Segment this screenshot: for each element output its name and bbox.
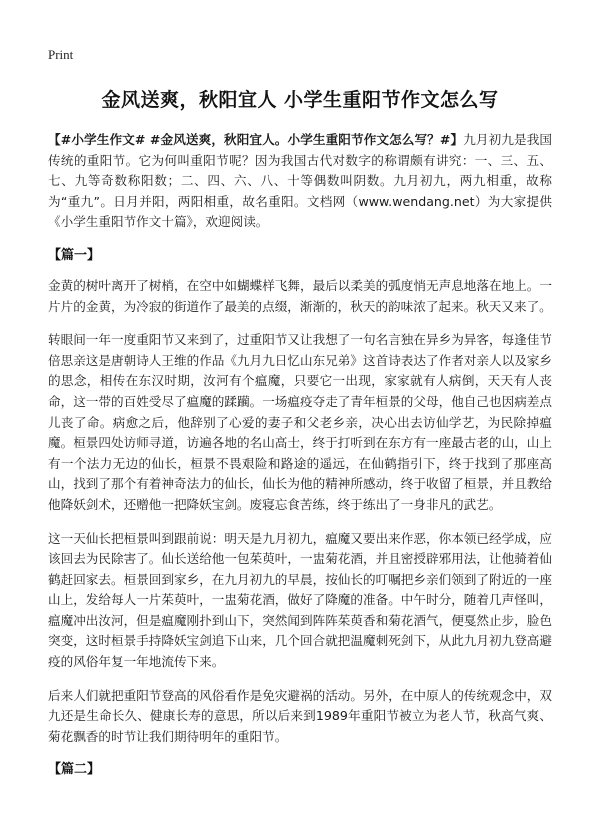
section-1-paragraph-1: 金黄的树叶离开了树梢，在空中如蝴蝶样飞舞，最后以柔美的弧度悄无声息地落在地上。一片片的金黄，为冷寂的街道作了最美的点缀，渐渐的，秋天的韵味浓了起来。秋天又来了。 bbox=[48, 277, 552, 314]
section-1-paragraph-3: 这一天仙长把桓景叫到跟前说：明天是九月初九，瘟魔又要出来作恶，你本领已经学成，应该回去为民除害了。仙长送给他一包茱萸叶，一盅菊花酒，并且密授辟邪用法，让他骑着仙鹤赶回家去。桓景回到家乡，在九月初九的早晨，按仙长的叮嘱把乡亲们领到了附近的一座山上，发给每人一片茱萸叶，一盅菊花酒，做好了降魔的准备。中午时分，随着几声怪叫，瘟魔冲出汝河，但是瘟魔刚扑到山下，突然闻到阵阵茱萸香和菊花酒气，便戛然止步，脸色突变，这时桓景手持降妖宝剑追下山来，几个回合就把温魔刺死剑下，从此九月初九登高避疫的风俗年复一年地流传下来。 bbox=[48, 530, 552, 670]
intro-paragraph bbox=[48, 130, 552, 233]
section-heading-2: 【篇二】 bbox=[48, 762, 101, 778]
section-1-paragraph-4: 后来人们就把重阳节登高的风俗看作是免灾避祸的活动。另外，在中原人的传统观念中，双九还是生命长久、健康长寿的意思，所以后来到1989年重阳节被立为老人节，秋高气爽、菊花飘香的时节让我们期待明年的重阳节。 bbox=[48, 687, 552, 744]
section-heading-1: 【篇一】 bbox=[48, 247, 101, 263]
print-link[interactable]: Print bbox=[48, 47, 74, 62]
article-title: 金风送爽，秋阳宜人 小学生重阳节作文怎么写 bbox=[101, 89, 499, 111]
section-1-paragraph-2: 转眼间一年一度重阳节又来到了，过重阳节又让我想了一句名言独在异乡为异客，每逢佳节倍思亲这是唐朝诗人王维的作品《九月九日忆山东兄弟》这首诗表达了作者对亲人以及家乡的思念，相传在东汉时期，汝河有个瘟魔，只要它一出现，家家就有人病倒，天天有人丧命，这一带的百姓受尽了瘟魔的蹂躏。一场瘟疫夺走了青年桓景的父母，他自己也因病差点儿丧了命。病愈之后，他辞别了心爱的妻子和父老乡亲，决心出去访仙学艺，为民除掉瘟魔。桓景四处访师寻道，访遍各地的名山高士，终于打听到在东方有一座最古老的山，山上有一个法力无边的仙长，桓景不畏艰险和路途的遥远，在仙鹤指引下，终于找到了那座高山，找到了那个有着神奇法力的仙长，仙长为他的精神所感动，终于收留了桓景，并且教给他降妖剑术，还赠他一把降妖宝剑。废寝忘食苦练，终于练出了一身非凡的武艺。 bbox=[48, 332, 552, 512]
intro-tag: 【#小学生作文# #金风送爽，秋阳宜人。小学生重阳节作文怎么写？#】 bbox=[48, 132, 464, 147]
intro-text: 九月初九是我国传统的重阳节。它为何叫重阳节呢？因为我国古代对数字的称谓颇有讲究：一、三、五、七、九等奇数称阳数；二、四、六、八、十等偶数叫阴数。九月初九，两九相重，故称为“重九”。日月并阳，两阳相重，故名重阳。文档网（www.wendang.net）为大家提供《小学生重阳节作文十篇》，欢迎阅读。 bbox=[48, 132, 553, 230]
